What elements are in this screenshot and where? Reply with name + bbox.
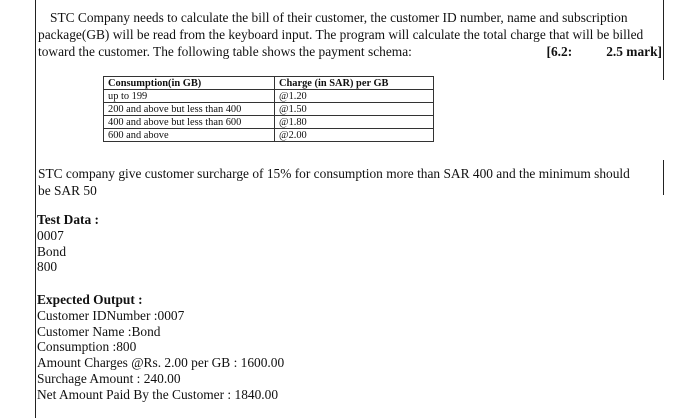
surcharge-line: be SAR 50 (38, 183, 97, 198)
table-row (104, 129, 434, 142)
surcharge-line: STC company give customer surcharge of 15% for consumption more than SAR 400 and the minimum should (38, 166, 630, 181)
test-data-heading: Test Data : (37, 212, 99, 227)
table-cell: 400 and above but less than 600 (104, 116, 275, 129)
test-data-value: 800 (37, 259, 58, 275)
column-header: Consumption(in GB) (104, 77, 275, 90)
expected-output-line: Surchage Amount : 240.00 (37, 370, 181, 386)
table-cell: @1.20 (275, 90, 434, 103)
question-number: [6.2: (546, 44, 573, 59)
table-row (104, 116, 434, 129)
test-data-value: Bond (37, 243, 67, 259)
table-cell: @1.80 (275, 116, 434, 129)
left-margin-rule (35, 0, 36, 418)
payment-schema-table (103, 76, 434, 142)
table-cell: up to 199 (104, 90, 275, 103)
test-data-block (37, 212, 99, 275)
question-line-with-marks (38, 43, 662, 60)
marks-label (547, 43, 662, 60)
table-cell: @1.50 (275, 103, 434, 116)
right-margin-rule (663, 160, 664, 195)
column-header: Charge (in SAR) per GB (275, 77, 434, 90)
question-line: STC Company needs to calculate the bill of their customer, the customer ID number, name and subscription (50, 10, 628, 25)
expected-output-line: Consumption :800 (37, 339, 137, 355)
table-row (104, 90, 434, 103)
expected-output-line: Customer IDNumber :0007 (37, 307, 185, 323)
marks-value: 2.5 mark] (606, 44, 662, 59)
table-cell: @2.00 (275, 129, 434, 142)
table-header-row (104, 77, 434, 90)
expected-output-line: Customer Name :Bond (37, 323, 161, 339)
question-line: package(GB) will be read from the keyboard input. The program will calculate the total charge that will be billed (38, 27, 644, 42)
question-line: toward the customer. The following table shows the payment schema: (38, 44, 412, 59)
expected-output-block (37, 292, 284, 403)
table-cell: 200 and above but less than 400 (104, 103, 275, 116)
expected-output-heading: Expected Output : (37, 292, 143, 307)
question-paragraph (38, 9, 662, 60)
expected-output-line: Amount Charges @Rs. 2.00 per GB : 1600.00 (37, 355, 285, 371)
right-margin-rule (663, 0, 664, 80)
expected-output-line: Net Amount Paid By the Customer : 1840.00 (37, 386, 279, 402)
table-row (104, 103, 434, 116)
table-cell: 600 and above (104, 129, 275, 142)
test-data-value: 0007 (37, 227, 64, 243)
surcharge-paragraph (38, 165, 662, 199)
